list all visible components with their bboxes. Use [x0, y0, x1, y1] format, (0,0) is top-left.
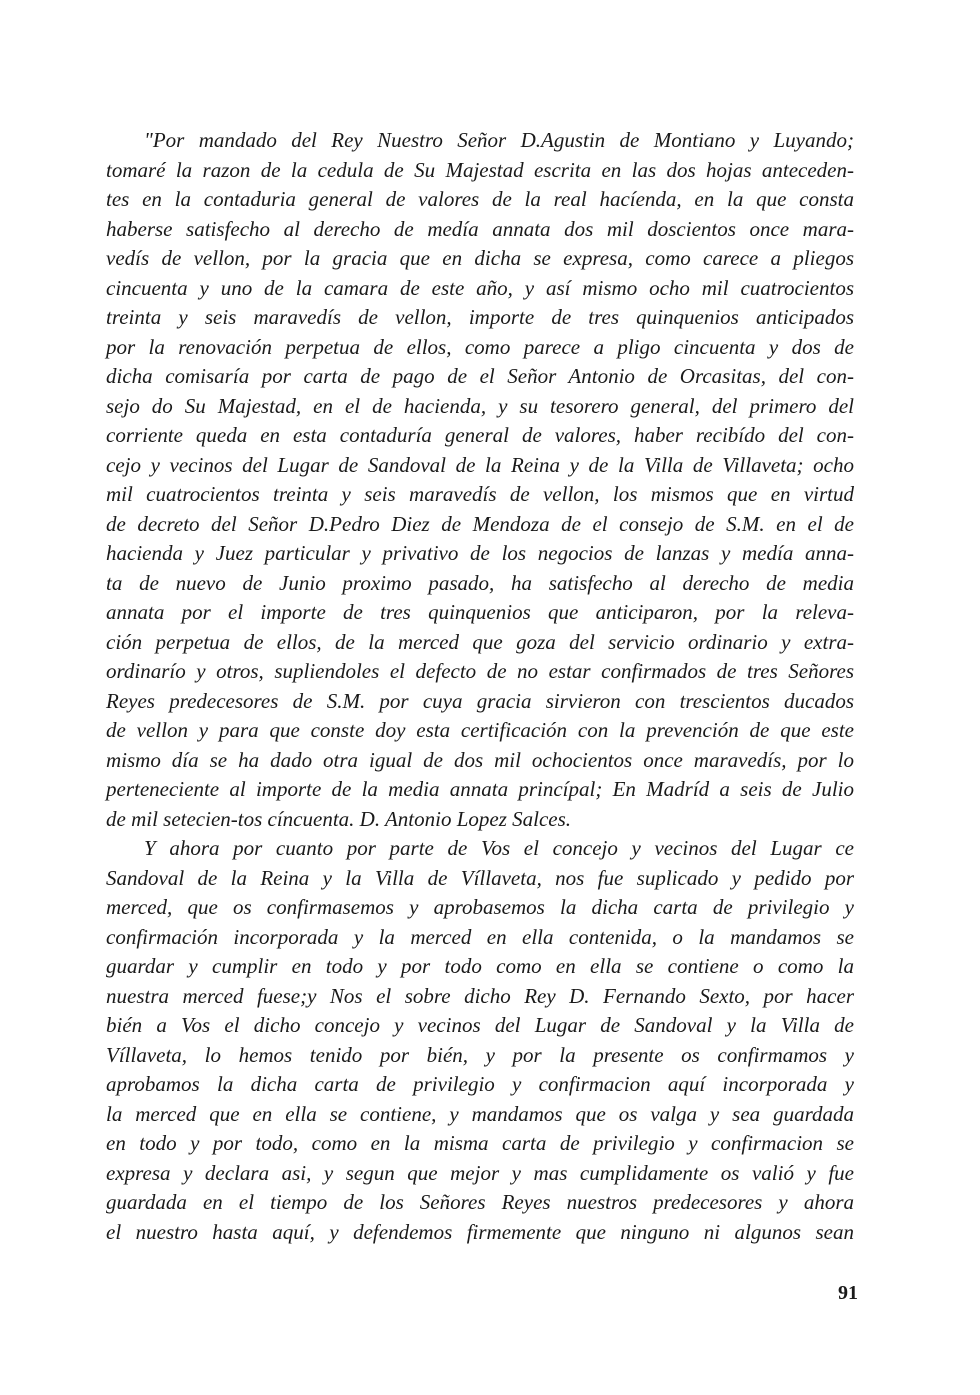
- text-line: "Por mandado del Rey Nuestro Señor D.Agustin de Montiano y Luyando;: [144, 128, 854, 152]
- text-line: ordinarío y otros, supliendoles el defecto de no estar confirmados de tres Señores: [106, 659, 854, 683]
- text-line: por la renovación perpetua de ellos, como parece a pligo cincuenta y dos de: [106, 334, 854, 359]
- text-line: tes en la contaduria general de valores de la real hacíenda, en la que consta: [106, 187, 854, 211]
- text-line: la merced que en ella se contiene, y mandamos que os valga y sea guardada: [106, 1101, 854, 1126]
- body-text: [106, 126, 854, 1247]
- text-line: hacienda y Juez particular y privativo de los negocios de lanzas y medía anna-: [106, 541, 854, 565]
- text-line: bién a Vos el dicho concejo y vecinos del Lugar de Sandoval y la Villa de: [106, 1013, 854, 1037]
- text-line: mil cuatrocientos treinta y seis maravedís de vellon, los mismos que en virtud: [106, 482, 854, 506]
- text-line: en todo y por todo, como en la misma carta de privilegio y confirmacion se: [106, 1131, 854, 1155]
- text-line: el nuestro hasta aquí, y defendemos firmemente que ninguno ni algunos sean: [106, 1219, 854, 1244]
- text-line: Reyes predecesores de S.M. por cuya gracia sirvieron con trescientos ducados: [106, 688, 854, 713]
- text-line: vedís de vellon, por la gracia que en dicha se expresa, como carece a pliegos: [106, 246, 854, 270]
- text-line: perteneciente al importe de la media annata princípal; En Madríd a seis de Julio: [106, 777, 854, 801]
- text-line: Víllaveta, lo hemos tenido por bién, y por la presente os confirmamos y: [106, 1042, 854, 1067]
- text-line: annata por el importe de tres quinquenios que anticiparon, por la releva-: [106, 600, 854, 624]
- text-line: de decreto del Señor D.Pedro Diez de Mendoza de el consejo de S.M. en el de: [106, 511, 854, 536]
- text-line: confirmación incorporada y la merced en ella contenida, o la mandamos se: [106, 924, 854, 949]
- text-line: cincuenta y uno de la camara de este año, y así mismo ocho mil cuatrocientos: [106, 275, 854, 300]
- text-line: guardada en el tiempo de los Señores Reyes nuestros predecesores y ahora: [106, 1190, 854, 1214]
- text-line: expresa y declara asi, y segun que mejor y mas cumplidamente os valió y fue: [106, 1160, 854, 1185]
- text-line: dicha comisaría por carta de pago de el Señor Antonio de Orcasitas, del con-: [106, 364, 854, 388]
- page-number: 91: [838, 1282, 858, 1304]
- text-line: cejo y vecinos del Lugar de Sandoval de la Reina y de la Villa de Villaveta; ocho: [106, 452, 854, 477]
- text-line: mismo día se ha dado otra igual de dos mil ochocientos once maravedís, por lo: [106, 747, 854, 772]
- text-line: haberse satisfecho al derecho de medía annata dos mil doscientos once mara-: [106, 216, 854, 241]
- text-line: nuestra merced fuese;y Nos el sobre dicho Rey D. Fernando Sexto, por hacer: [106, 983, 854, 1008]
- text-line: ción perpetua de ellos, de la merced que goza del servicio ordinario y extra-: [106, 629, 854, 654]
- text-line: Sandoval de la Reina y la Villa de Víllaveta, nos fue suplicado y pedido por: [106, 865, 854, 890]
- text-line: de vellon y para que conste doy esta certificación con la prevención de que este: [106, 718, 854, 742]
- text-line: tomaré la razon de la cedula de Su Majestad escrita en las dos hojas anteceden-: [106, 157, 854, 182]
- text-line: de mil setecien-tos cíncuenta. D. Antonio Lopez Salces.: [106, 806, 572, 831]
- text-line: Y ahora por cuanto por parte de Vos el concejo y vecinos del Lugar ce: [144, 836, 854, 860]
- text-line: corriente queda en esta contaduría general de valores, haber recibído del con-: [106, 423, 854, 447]
- text-line: treinta y seis maravedís de vellon, importe de tres quinquenios anticipados: [106, 305, 854, 329]
- text-line: merced, que os confirmasemos y aprobasemos la dicha carta de privilegio y: [106, 895, 854, 919]
- text-line: guardar y cumplir en todo y por todo como en ella se contiene o como la: [106, 954, 854, 978]
- text-line: sejo do Su Majestad, en el de hacienda, y su tesorero general, del primero del: [106, 393, 854, 418]
- text-line: ta de nuevo de Junio proximo pasado, ha satisfecho al derecho de media: [106, 570, 854, 595]
- text-line: aprobamos la dicha carta de privilegio y confirmacion aquí incorporada y: [106, 1072, 854, 1096]
